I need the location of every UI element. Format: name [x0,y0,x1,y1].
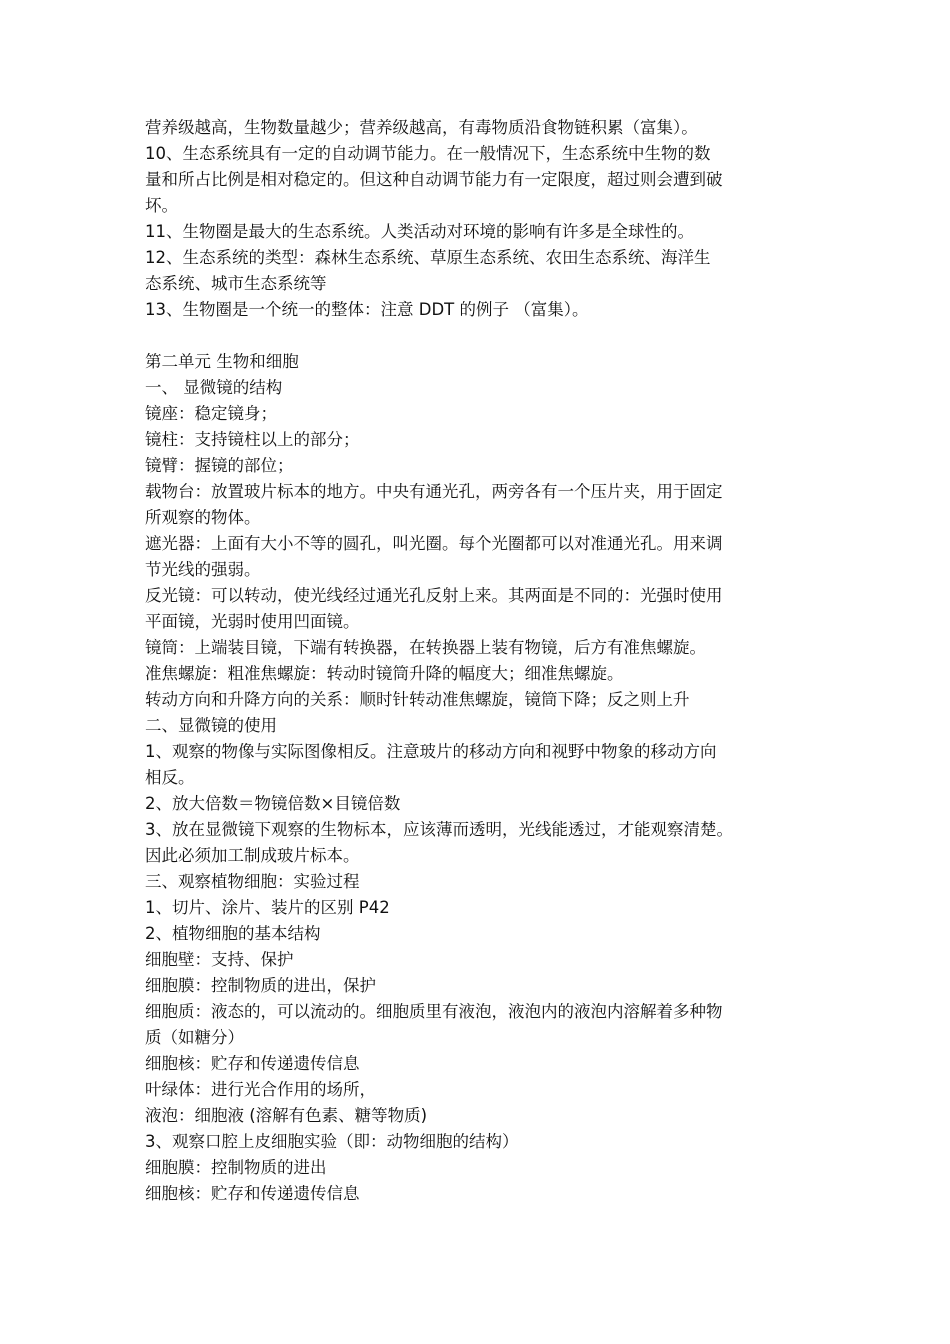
text-line: 11、生物圈是最大的生态系统。人类活动对环境的影响有许多是全球性的。 [145,222,694,241]
text-line: 3、观察口腔上皮细胞实验（即：动物细胞的结构） [145,1132,519,1151]
text-line: 反光镜：可以转动，使光线经过通光孔反射上来。其两面是不同的：光强时使用 [145,586,723,605]
text-line: 液泡：细胞液 (溶解有色素、糖等物质) [145,1106,428,1125]
subsection-heading: 三、观察植物细胞：实验过程 [145,872,360,891]
text-line: 质（如糖分） [145,1028,244,1047]
text-line: 3、放在显微镜下观察的生物标本，应该薄而透明，光线能透过，才能观察清楚。 [145,820,733,839]
text-line: 2、放大倍数＝物镜倍数×目镜倍数 [145,794,401,813]
text-line: 1、观察的物像与实际图像相反。注意玻片的移动方向和视野中物象的移动方向 [145,742,717,761]
text-line: 细胞核：贮存和传递遗传信息 [145,1054,360,1073]
blank-line [145,323,810,349]
text-line: 转动方向和升降方向的关系：顺时针转动准焦螺旋，镜筒下降；反之则上升 [145,690,690,709]
text-line: 10、生态系统具有一定的自动调节能力。在一般情况下，生态系统中生物的数 [145,144,711,163]
text-line: 载物台：放置玻片标本的地方。中央有通光孔，两旁各有一个压片夹，用于固定 [145,482,723,501]
text-line: 镜臂：握镜的部位； [145,456,294,475]
text-line: 镜柱：支持镜柱以上的部分； [145,430,360,449]
text-line: 准焦螺旋：粗准焦螺旋：转动时镜筒升降的幅度大；细准焦螺旋。 [145,664,624,683]
text-line: 叶绿体：进行光合作用的场所， [145,1080,376,1099]
text-line: 细胞质：液态的，可以流动的。细胞质里有液泡，液泡内的液泡内溶解着多种物 [145,1002,723,1021]
text-line: 因此必须加工制成玻片标本。 [145,846,360,865]
section-heading: 第二单元 生物和细胞 [145,352,299,371]
text-line: 细胞核：贮存和传递遗传信息 [145,1184,360,1203]
text-line: 节光线的强弱。 [145,560,261,579]
text-line: 态系统、城市生态系统等 [145,274,327,293]
text-line: 镜座：稳定镜身； [145,404,277,423]
text-line: 镜筒：上端装目镜，下端有转换器，在转换器上装有物镜，后方有准焦螺旋。 [145,638,706,657]
text-line: 所观察的物体。 [145,508,261,527]
subsection-heading: 一、 显微镜的结构 [145,378,283,397]
text-line: 坏。 [145,196,178,215]
text-line: 量和所占比例是相对稳定的。但这种自动调节能力有一定限度，超过则会遭到破 [145,170,723,189]
text-line: 细胞膜：控制物质的进出，保护 [145,976,376,995]
text-line: 13、生物圈是一个统一的整体：注意 DDT 的例子 （富集）。 [145,300,589,319]
text-line: 1、切片、涂片、装片的区别 P42 [145,898,390,917]
text-line: 细胞膜：控制物质的进出 [145,1158,327,1177]
text-line: 遮光器：上面有大小不等的圆孔，叫光圈。每个光圈都可以对准通光孔。用来调 [145,534,723,553]
text-line: 细胞壁：支持、保护 [145,950,294,969]
text-line: 平面镜，光弱时使用凹面镜。 [145,612,360,631]
document-page [145,115,810,1207]
text-line: 营养级越高，生物数量越少；营养级越高，有毒物质沿食物链积累（富集）。 [145,118,698,137]
text-line: 12、生态系统的类型：森林生态系统、草原生态系统、农田生态系统、海洋生 [145,248,711,267]
subsection-heading: 二、显微镜的使用 [145,716,277,735]
text-line: 2、植物细胞的基本结构 [145,924,321,943]
text-line: 相反。 [145,768,195,787]
